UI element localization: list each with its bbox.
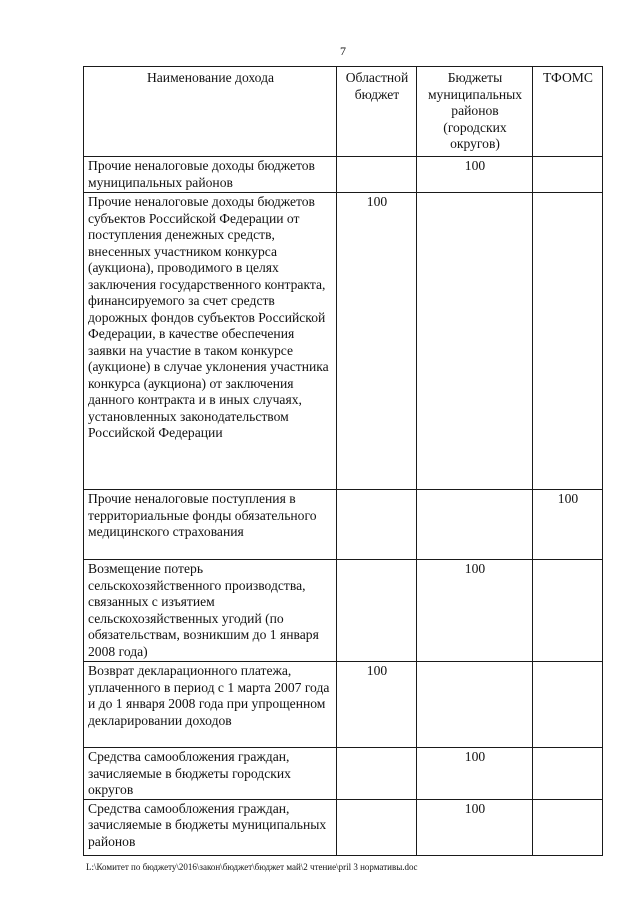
table-header-row (84, 67, 603, 157)
tfoms-value-cell (533, 157, 603, 193)
tfoms-value-cell (533, 748, 603, 800)
municipal-value-cell: 100 (417, 799, 533, 855)
revenue-name-cell: Прочие неналоговые доходы бюджетов субъектов Российской Федерации от поступления денежных средств, внесенных участником конкурса (аукциона), проводимого в целях заключения государственного контракта, финансируемого за счет средств дорожных фондов субъектов Российской Федерации, в качестве обеспечения заявки на участие в таком конкурсе (аукционе) в случае уклонения участника конкурса (аукциона) от заключения данного контракта и в иных случаях, установленных законодательством Российской Федерации (84, 193, 337, 490)
revenue-name-cell: Возмещение потерь сельскохозяйственного производства, связанных с изъятием сельскохозяйственных угодий (по обязательствам, возникшим до 1 января 2008 года) (84, 560, 337, 662)
oblast-value-cell: 100 (337, 662, 417, 748)
tfoms-value-cell: 100 (533, 490, 603, 560)
table-row (84, 193, 603, 490)
municipal-value-cell (417, 193, 533, 490)
oblast-value-cell (337, 748, 417, 800)
header-revenue-name: Наименование дохода (84, 67, 337, 157)
oblast-value-cell: 100 (337, 193, 417, 490)
table-row (84, 799, 603, 855)
header-oblast-budget: Областной бюджет (337, 67, 417, 157)
table-row (84, 560, 603, 662)
revenue-name-cell: Прочие неналоговые поступления в территориальные фонды обязательного медицинского страхования (84, 490, 337, 560)
header-municipal-budgets: Бюджеты муниципальных районов (городских округов) (417, 67, 533, 157)
page-number: 7 (340, 44, 346, 58)
table-row (84, 748, 603, 800)
municipal-value-cell (417, 490, 533, 560)
municipal-value-cell: 100 (417, 157, 533, 193)
revenue-norms-table (83, 66, 603, 856)
tfoms-value-cell (533, 799, 603, 855)
revenue-name-cell: Средства самообложения граждан, зачисляемые в бюджеты муниципальных районов (84, 799, 337, 855)
municipal-value-cell: 100 (417, 560, 533, 662)
table-row (84, 157, 603, 193)
tfoms-value-cell (533, 560, 603, 662)
revenue-name-cell: Прочие неналоговые доходы бюджетов муниципальных районов (84, 157, 337, 193)
tfoms-value-cell (533, 662, 603, 748)
revenue-name-cell: Средства самообложения граждан, зачисляемые в бюджеты городских округов (84, 748, 337, 800)
oblast-value-cell (337, 799, 417, 855)
table-row (84, 490, 603, 560)
municipal-value-cell (417, 662, 533, 748)
municipal-value-cell: 100 (417, 748, 533, 800)
tfoms-value-cell (533, 193, 603, 490)
table-row (84, 662, 603, 748)
oblast-value-cell (337, 490, 417, 560)
revenue-name-cell: Возврат декларационного платежа, уплаченного в период с 1 марта 2007 года и до 1 января 2008 года при упрощенном декларировании доходов (84, 662, 337, 748)
footer-file-path: L:\Комитет по бюджету\2016\закон\бюджет\бюджет май\2 чтение\pril 3 нормативы.doc (86, 862, 418, 872)
header-tfoms: ТФОМС (533, 67, 603, 157)
oblast-value-cell (337, 157, 417, 193)
oblast-value-cell (337, 560, 417, 662)
